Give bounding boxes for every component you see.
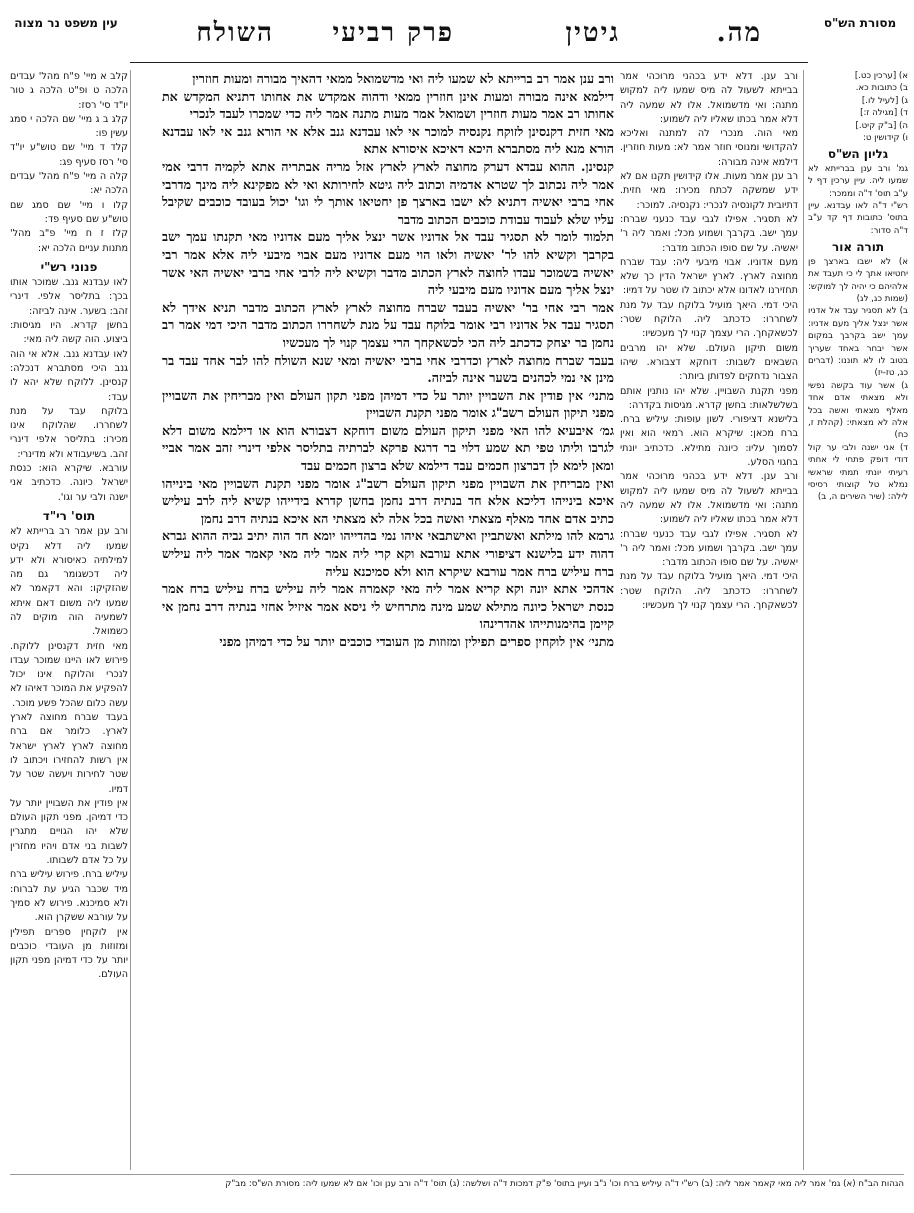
rashi-paragraph: רב ענן אמר מעות. אלו קידושין תקנו אם לא ידע שמשקה לכתח מכירו: מאי חזית. דתיובית לקונסיה לנכרי: נקנסיה. למוכר: <box>620 171 798 211</box>
folio-number: מה. <box>716 18 762 48</box>
torah-or-verse: ג) אשר עוד בקשה נפשי ולא מצאתי אדם אחד מאלף מצאתי ואשה בכל אלה לא מצאתי: (קהלת ז, כח) <box>808 380 908 441</box>
ein-mishpat-ref: קלו ו מיי' שם סמג שם טוש"ע שם סעיף פד: <box>10 199 128 225</box>
rashi-paragraph: מפני תקנת השבויין. שלא יהו נותנין אותם בשלשלאות: בחשן קדרא. מגיסות בקדרה: <box>620 385 798 411</box>
mishna-passage: מתני׳ אין פודין את השבויין יותר על כדי דמיהן מפני תקון העולם ואין מבריחין את השבויין מפני תיקון העולם רשב"ג אומר מפני תקנת השבויין <box>162 387 614 421</box>
rashi-paragraph: מעם אדוניו. אבוי מיבעי ליה: עבד שברח מחוצה לארץ. לארץ ישראל הדין כך שלא תחזירנו לאדונו אלא יכתוב לו שטר על דמיו: <box>620 256 798 297</box>
ein-mishpat-ref: קלג ב ג מיי' שם הלכה י סמג עשין פו: <box>10 113 128 140</box>
page-header <box>0 10 914 68</box>
rashi-paragraph: מאי הוה. מנכרי לה למתנה ואליכא להקדושי ומנוסי חוזר אמר לא: מעות חוזרין. דילמא אינה מבורה: <box>620 128 798 168</box>
rashi-note: עורבא. שיקרא הוא: כנסת ישראל כיונה. כדכתיב אני ישנה ולבי ער וגו'. <box>10 463 128 503</box>
chapter-opening-word: השולח <box>196 18 274 48</box>
ein-mishpat-ref: קלד ד מיי' שם טוש"ע יו"ד סי' רסז סעיף פג: <box>10 142 128 168</box>
tractate-name: גיטין <box>565 18 620 48</box>
gemara-passage: אמר רבי אחי בר' יאשיה בעבד שברח מחוצה לארץ לארץ הכתוב מדבר תניא אידך לא תסגיר עבד אל אדוניו רבי אומר בלוקח עבד על מנת לשחררו הכתוב מדבר היכי דמי אמר רב נחמן בר יצחק כדכתב ליה הכי לכשאקחך הרי עצמך קנוי לך מעכשיו <box>162 299 614 350</box>
hagahot-text: הגהות הב"ח (א) גמ' אמר ליה מאי קאמר אמר ליה: (ב) רש"י ד"ה עיליש ברח וכו' נ"ב ועיין בתוס' פ"ק דמכות ד"ה ושלשה: (ג) תוס' ד"ה ורב ענן וכו' אם לא שמעו ליה: מסורת הש"ס: מב"ק <box>225 1179 904 1189</box>
gilyon-note: גמ' ורב ענן בברייתא לא שמעו ליה. עיין ערכין דף ל ע"ב תוס' ד"ה וממכר: <box>808 163 908 199</box>
bottom-rule <box>10 1174 904 1175</box>
gemara-passage: דילמא אינה מבורה ומעות אינן חוזרין ממאי ודהוה אמקדש את אחותו דתניא המקדש את אחותו רב אמר מעות חוזרין ושמואל אמר מעות מתנה אמר ליה כדי שמכרו לעבד לנכרי <box>162 88 614 122</box>
tosafot-rid-paragraph: עיליש ברח. פירוש עיליש ברח מיד שכבר הגיע עת לברוח: ולא סמיכנא. פירוש לא סמיך על עורבא ששקרן הוא. <box>10 869 128 924</box>
rashi-paragraph: ורב ענן. דלא ידע בכהני מרוכהי אמר בבייתא לשעול לה מיס שמעו ליה למקוש מתנה: ואי מדשמואל. אלו לא שמעה ליה דלא אמר בכתו שאליו ליה לשמוע: <box>620 471 798 526</box>
gemara-passage: ורב ענן אמר רב ברייתא לא שמעו ליה ואי מדשמואל ממאי דהאיך מבורה ומעות חוזרין <box>192 71 614 86</box>
tosafot-rid-paragraph: אין פודין את השבויין יותר על כדי דמיהן. מפני תקון העולם שלא יהו הגויים מתגרין לשבות בני אדם ויהיו מחזרין על כל אדם לשבותו. <box>10 797 128 867</box>
gemara-passage: קנסינן. ההוא עבדא דערק מחוצה לארץ לארץ אזל מריה אבתריה אתא לקמיה דרבי אמי אמר ליה נכתוב לך שטרא אדמיה וכתוב ליה גיטא לחירותא ואי לא מפקינא ליה מינך מדרבי אחי ברבי יאשיה דתניא לא ישבו בארצך פן יחטיאו אותך לי וגו' יכול בעובד כוכבים שקיבל עליו שלא לעבוד עבודת כוכבים הכתוב מדבר <box>162 158 614 227</box>
gemara-passage: אדהכי אתא יונה וקא קריא אמר ליה מאי קאמרה אמר ליה עיליש ברח עיליש ברח אמר כנסת ישראל כיונה מתילא שמע מינה מתרחיש לי ניסא אמר איזיל אחזי בנתיה דרב נחמן אי קיימן בהימנותייהו אהדרינהו <box>162 581 614 632</box>
column-divider <box>130 70 131 1170</box>
pnei-rashi-note: בחשן קדרא. היו מגיסות: ביצוע. הוה קשה ליה מאי: <box>10 320 128 346</box>
torah-or-title: תורה אור <box>831 240 885 255</box>
torah-or-verse: א) לא ישבו בארצך פן יחטיאו אתך לי כי תעבד את אלהיהם כי יהיה לך למוקש: (שמות כג, לג) <box>808 256 908 304</box>
gemara-passage: תלמוד לומר לא תסגיר עבד אל אדוניו אשר ינצל אליך מעם אדוניו מאי תקנתו עמך ישב בקרבך וקשיא להו לר' יאשיה ולאו הוי מעם אדוניו מעם אבוי מיבעי ליה אלא אמר רבי יאשיה בשמוכר עבדו לחוצה לארץ הכתוב מדבר וקשיא ליה לרבי אחי ברבי יאשיה האי אשר ינצל אליך מעם אדוניו מעם מיבעי ליה <box>162 229 614 298</box>
tosafot-rid-paragraph: בעבד שברח מחוצה לארץ לארץ. כלומר אם ברח מחוצה לארץ לארץ ישראל אין רשות להחזירו ויכתוב לו שטר לחירות ויעשה שטר על דמיו. <box>10 712 128 795</box>
ein-mishpat-ref: קלז ז ח מיי' פ"ב מהל' מתנות עניים הלכה יא: <box>10 228 128 254</box>
pnei-rashi-note: לאו עבדנא גנב. שמוכר אותו בכך: בתליסר אלפי. דינרי זהב: בשער. אינה לביזה: <box>10 277 128 317</box>
masoret-hashas-label: מסורת הש"ס <box>823 16 897 30</box>
gemara-passage: מאי חזית דקנסינן לזוקח נקנסיה למוכר אי לאו עבדנא גנב אלא אי הורא גנב אי לאו עבדנא הורא מנא ליה מסתברא היכא דאיכא איסורא אתא <box>162 123 614 157</box>
tosafot-rid-paragraph: ורב ענן אמר רב ברייתא לא שמעו ליה דלא נקיט למילתיה כאיסורא ולא ידע ליה דכשגומר גם מה שהזקיקו: והא דקאמר לא שמעו ליה משום דאם איתא לשמעיה הוה מוקים לה כשמואל. <box>10 526 128 638</box>
gemara-passage: בעבד שברח מחוצה לארץ וכדרבי אחי ברבי יאשיה ומאי שנא השולח להו לבר אחד עבד בר מינן אי נמי לכהנים בשער אינה לביזה. <box>162 352 614 386</box>
tosafot-rid-paragraph: מאי חזית דקנסינן ללוקח. פירוש לאו היינו שמוכר עבדו לנכרי והלוקח אינו יכול להפקיע את המוכר דאיהו לא עשה כלום שהכל פשע מוכר. <box>10 640 128 709</box>
rashi-paragraph: בלישנא דציפורי. לשון עופות: עיליש ברח. ברח מכאן: שיקרא הוא. רמאי הוא ואין לסמוך עליו: כיונה מתילא. כדכתיב יונתי בחגוי הסלע. <box>620 414 798 469</box>
torah-or-verse: ב) לא תסגיר עבד אל אדניו אשר ינצל אליך מעם אדניו: עמך ישב בקרבך במקום אשר יבחר באחד שעריך בטוב לו לא תוננו: (דברים כג, טז-יז) <box>808 306 908 379</box>
left-margin-column <box>10 70 128 1170</box>
gemara-passage: ואין מבריחין את השבויין מפני תיקון העולם רשב"ג אומר מפני תקנת השבויין מאי בינייהו איכא בינייהו דליכא אלא חד בנתיה דרב נחמן בחשן קדרא בידייהו קשיא ליה לרב עיליש כתיב אדם אחד מאלף מצאתי ואשה בכל אלה לא מצאתי הא איכא בנתיה דרב נחמן <box>162 475 614 526</box>
chapter-name: פרק רביעי <box>332 18 454 48</box>
masoret-ref: ו) קידושין ט: <box>862 133 908 144</box>
mishna-passage: מתני׳ אין לוקחין ספרים תפילין ומזוזות מן העובדי כוכבים יותר על כדי דמיהן מפני <box>219 634 614 649</box>
gemara-passage: גמ׳ איבעיא להו האי מפני תיקון העולם משום דוחקא דצבורא הוא או דילמא משום דלא לגרבו וליתו טפי תא שמע דלוי בר דרגא פרקא לברתיה בתליסר אלפי דינרי זהב אמר אביי ומאן לימא לן דברצון חכמים עבד דילמא שלא ברצון חכמים עבד <box>162 422 614 474</box>
right-margin-column <box>808 70 908 1170</box>
rashi-column <box>620 70 798 1170</box>
column-divider <box>803 70 804 1170</box>
rashi-paragraph: לא תסגיר. אפילו לגבי עבד כנעני שברח: עמך ישב. בקרבך ושמוע מכל: ואמר ליה ר' יאשיה. על שם סופו הכתוב מדבר: <box>620 528 798 569</box>
torah-or-verse: ד) אני ישנה ולבי ער קול דודי דופק פתחי לי אחתי רעיתי יונתי תמתי שראשי נמלא טל קוצותי רסיסי לילה: (שיר השירים ה, ב) <box>808 442 908 503</box>
tosafot-rid-title: תוס' רי"ד <box>42 508 96 523</box>
rashi-paragraph: לא תסגיר. אפילו לגבי עבד כנעני שברח: עמך ישב. בקרבך ושמוע מכל: ואמר ליה ר' יאשיה. על שם סופו הכתוב מדבר: <box>620 213 798 254</box>
bottom-notes <box>0 1178 914 1202</box>
rashi-paragraph: משום תיקון העולם. שלא יהו מרבים השבאים לשבות: דוחקא דצבורא. שיהו הצבור נדחקים לפדותן ביותר: <box>620 342 798 383</box>
ein-mishpat-ref: קלה ה מיי' פ"ח מהל' עבדים הלכה יא: <box>10 171 128 197</box>
gilyon-note: רש"י ד"ה לאו עבדנא. עיין בתוס' כתובות דף קד ע"ב ד"ה סדור: <box>808 201 908 236</box>
masoret-ref: ג) [לעיל לו.] <box>861 95 908 106</box>
rashi-paragraph: היכי דמי. היאך מועיל בלוקח עבד על מנת לשחררו: כדכתב ליה. הלוקח שטר: לכשאקחך. הרי עצמך קנוי לך מעכשיו: <box>620 571 798 611</box>
rashi-note: בלוקח עבד על מנת לשחררו. שהלוקח אינו מכירו: בתליסר אלפי דינרי זהב. בשיעבודא ולא מדינרי: <box>10 405 128 460</box>
gemara-main-text <box>162 70 614 1170</box>
header-rule <box>130 62 808 63</box>
ein-mishpat-ref: קלב א מיי' פ"ח מהל' עבדים הלכה ט ופ"ט הלכה ג טור יו"ד סי' רסז: <box>10 71 128 111</box>
masoret-ref: ה) [ב"ק קיט.] <box>855 120 908 131</box>
rashi-paragraph: ורב ענן. דלא ידע בכהני מרוכהי אמר בבייתא לשעול לה מיס שמעו ליה למקוש מתנה: ואי מדשמואל. אלו לא שמעה ליה דלא אמר בכתו שאליו ליה לשמוע: <box>620 71 798 125</box>
pnei-rashi-title: פנוני רש"י <box>40 259 98 274</box>
rashi-paragraph: היכי דמי. היאך מועיל בלוקח עבד על מנת לשחררו: כדכתב ליה. הלוקח שטר: לכשאקחך. הרי עצמך קנוי לך מעכשיו: <box>620 299 798 340</box>
tosafot-rid-paragraph: אין לוקחין ספרים תפילין ומזוזות מן העובדי כוכבים יותר על כדי דמיהן מפני תקון העולם. <box>10 926 128 981</box>
gemara-passage: גרמא להו מילתא ואשתביין ואישתבאי איהו נמי בהדייהו יומא חד הוה יתיב גביה ההוא גברא דהוה ידע בלישנא דציפורי אתא עורבא וקא קרי ליה אמר ליה מאי קאמר אמר ליה עיליש ברח עיליש ברח אמר עורבא שיקרא הוא ולא סמיכנא עליה <box>162 528 614 579</box>
rashi-note: לאו עבדנא גנב. אלא אי הוה גנב היכי מסתברא דנכלה: קנסינן. ללוקח שלא יהא לו עבד: <box>10 348 128 403</box>
masoret-ref: א) [ערכין כט.] <box>854 71 908 81</box>
ein-mishpat-label: עין משפט נר מצוה <box>14 16 118 30</box>
gilyon-title: גליון הש"ס <box>827 147 889 162</box>
masoret-ref: ד) [מגילה ז:] <box>860 108 908 119</box>
masoret-ref: ב) כתובות כא. <box>855 83 908 94</box>
